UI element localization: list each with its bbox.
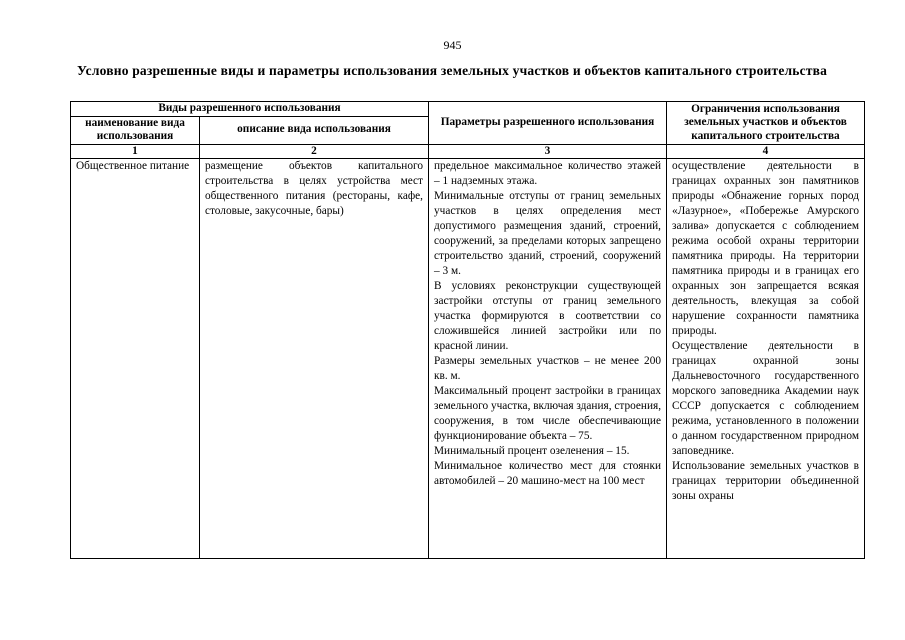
parameter-paragraph: Минимальные отступы от границ земельных участков в целях определения мест допустимого размещения зданий, строений, сооружений, за пределами которых запрещено строительство зданий, строений, сооружений – 3 м. bbox=[434, 189, 661, 277]
parameter-paragraph: В условиях реконструкции существующей застройки отступы от границ земельного участка формируются в соответствии со сложившейся линией застройки или по красной линии. bbox=[434, 279, 661, 352]
parameters-cell bbox=[429, 158, 667, 558]
parameter-paragraph: Максимальный процент застройки в границах земельного участка, включая здания, строения, сооружения, в том числе обеспечивающие функционирование объекта – 75. bbox=[434, 384, 662, 442]
document-title: Условно разрешенные виды и параметры использования земельных участков и объектов капитального строительства bbox=[77, 63, 828, 78]
parameter-paragraph: предельное максимальное количество этажей – 1 надземных этажа. bbox=[434, 159, 661, 187]
parameter-paragraph: Минимальное количество мест для стоянки автомобилей – 20 машино-мест на 100 мест bbox=[434, 459, 661, 487]
header-parameters: Параметры разрешенного использования bbox=[429, 102, 667, 145]
table-header-row-1 bbox=[71, 102, 865, 117]
column-number-row bbox=[71, 144, 865, 158]
table-row bbox=[71, 158, 865, 558]
restriction-paragraph: Использование земельных участков в границах территории объединенной зоны охраны bbox=[672, 459, 859, 502]
column-number: 4 bbox=[667, 144, 865, 158]
header-use-name: наименование вида использования bbox=[71, 116, 200, 144]
restriction-paragraph: Осуществление деятельности в границах охранной зоны Дальневосточного государственного морского заповедника Академии наук СССР допускается с соблюдением режима, установленного в положении о данном государственном природном заповеднике. bbox=[672, 339, 859, 457]
header-permitted-use-types: Виды разрешенного использования bbox=[71, 102, 429, 117]
restrictions-cell bbox=[667, 158, 865, 558]
use-name-cell bbox=[71, 158, 200, 558]
land-use-table bbox=[70, 101, 865, 559]
parameter-paragraph: Минимальный процент озеленения – 15. bbox=[434, 444, 630, 457]
page-number: 945 bbox=[443, 38, 462, 52]
column-number: 1 bbox=[71, 144, 200, 158]
parameter-paragraph: Размеры земельных участков – не менее 200 кв. м. bbox=[434, 354, 661, 382]
use-description-cell bbox=[200, 158, 429, 558]
column-number: 2 bbox=[200, 144, 429, 158]
column-number: 3 bbox=[429, 144, 667, 158]
restriction-paragraph: осуществление деятельности в границах охранных зон памятников природы «Обнажение горных пород «Лазурное», «Побережье Амурского залива» допускается с соблюдением режима особой охраны территории памятника природы. На территории памятника природы и в границах его охранных зон запрещается всякая деятельность, влекущая за собой нарушение сохранности памятника природы. bbox=[672, 159, 859, 337]
use-description: размещение объектов капитального строительства в целях устройства мест общественного питания (рестораны, кафе, столовые, закусочные, бары) bbox=[205, 159, 423, 217]
use-name: Общественное питание bbox=[76, 159, 190, 172]
header-use-description: описание вида использования bbox=[200, 116, 429, 144]
header-restrictions: Ограничения использования земельных участков и объектов капитального строительства bbox=[667, 102, 865, 145]
